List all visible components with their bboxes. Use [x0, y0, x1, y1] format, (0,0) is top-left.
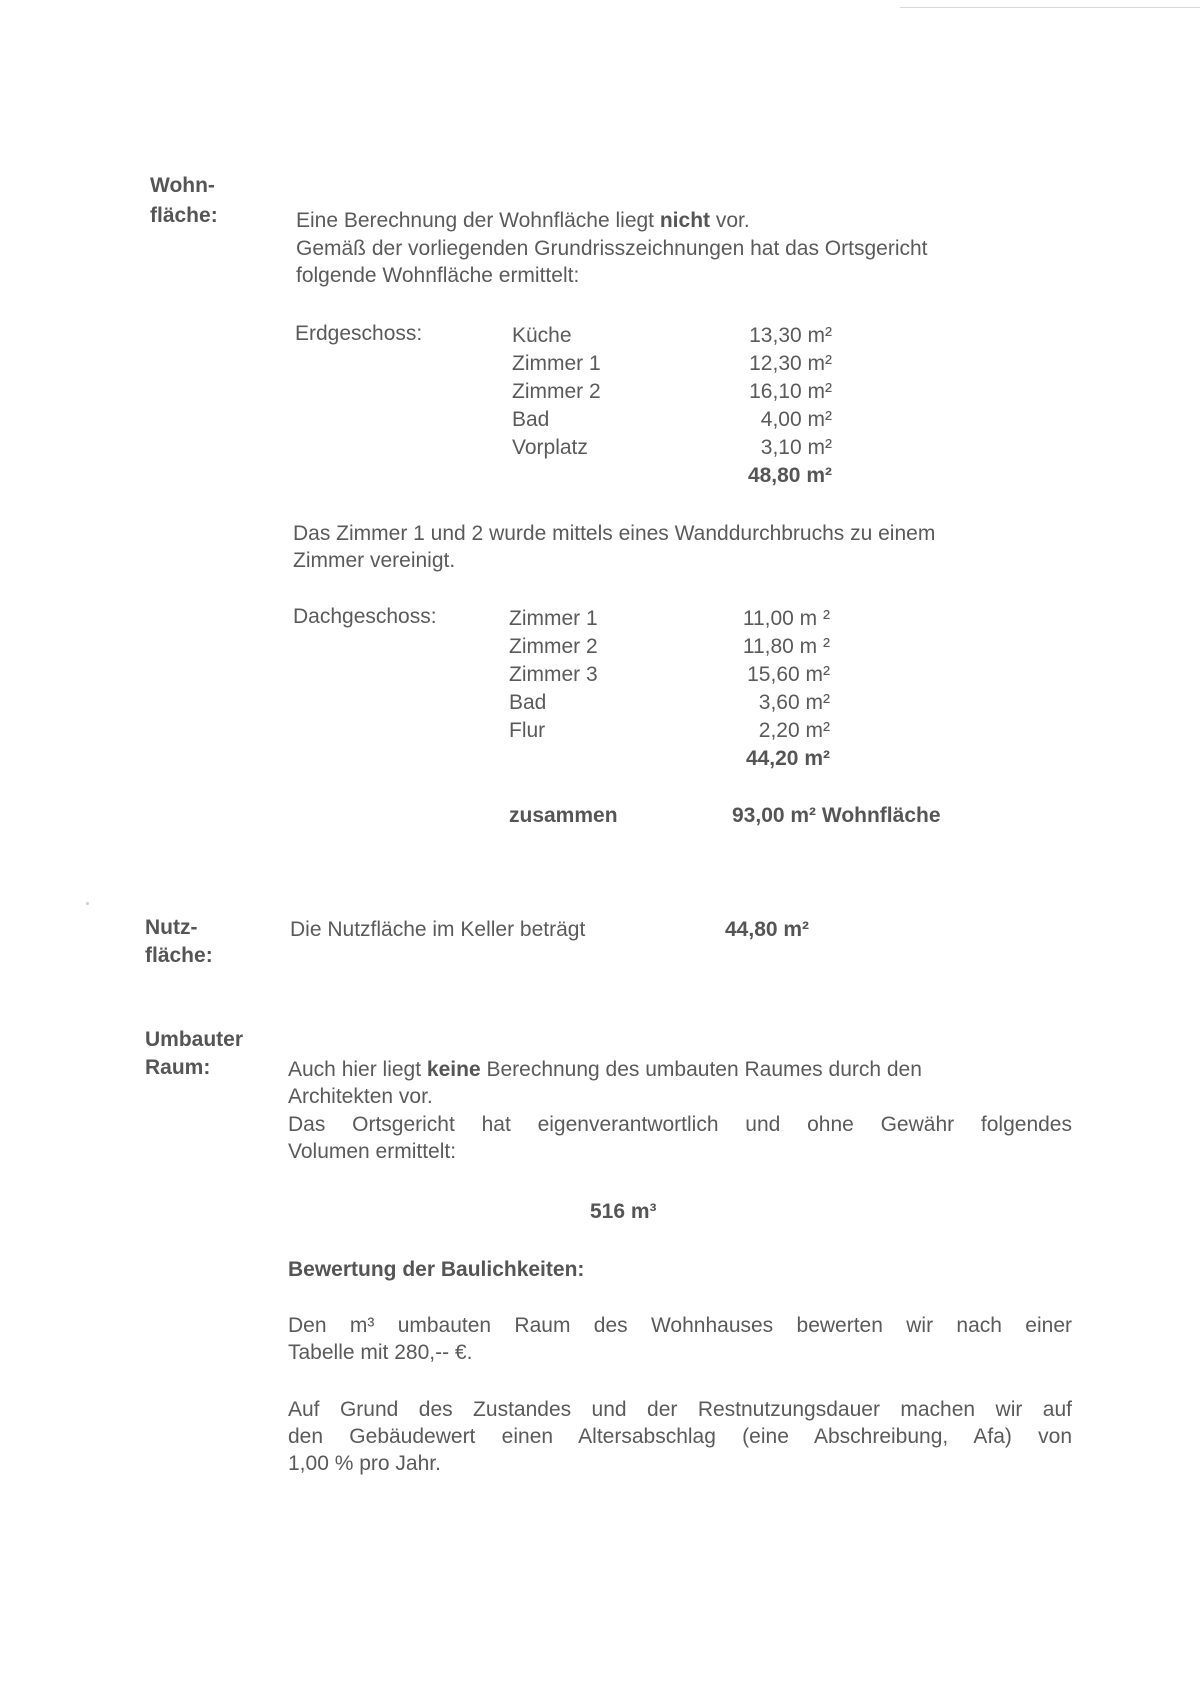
erdgeschoss-total: 48,80 m² [747, 464, 832, 487]
section-label-nutz: Nutz- [145, 916, 198, 939]
note-line1: Das Zimmer 1 und 2 wurde mittels eines Wanddurchbruchs zu einem [293, 522, 936, 545]
section-label-umbauter: Umbauter [145, 1028, 244, 1051]
wohnflaeche-line3: folgende Wohnfläche ermittelt: [296, 264, 580, 287]
intro-text-end: vor. [710, 209, 750, 232]
intro-bold: nicht [659, 209, 711, 232]
room-name: Zimmer 3 [509, 663, 598, 686]
umbauter-line1 [288, 1056, 922, 1083]
room-area: 3,60 m² [758, 691, 830, 714]
dachgeschoss-label: Dachgeschoss: [293, 605, 437, 628]
room-area: 3,10 m² [760, 436, 832, 459]
room-name: Bad [512, 408, 550, 431]
intro-text: Eine Berechnung der Wohnfläche liegt [296, 209, 660, 232]
section-label-raum: Raum: [145, 1056, 211, 1079]
bewertung-p2-line1: Auf Grund des Zustandes und der Restnutzungsdauer machen wir auf [288, 1398, 1072, 1421]
sum-value: 93,00 m² Wohnfläche [732, 804, 941, 827]
umbauter-line3: Das Ortsgericht hat eigenverantwortlich und ohne Gewähr folgendes [288, 1113, 1072, 1136]
room-name: Bad [509, 691, 547, 714]
wohnflaeche-line2: Gemäß der vorliegenden Grundrisszeichnungen hat das Ortsgericht [296, 237, 928, 260]
scan-edge-line [900, 7, 1200, 8]
room-name: Zimmer 1 [509, 607, 598, 630]
room-area: 2,20 m² [758, 719, 830, 742]
section-label-wohn: Wohn- [150, 174, 215, 197]
bewertung-p2-line3: 1,00 % pro Jahr. [288, 1452, 441, 1475]
room-area: 15,60 m² [747, 663, 830, 686]
section-label-flaeche: fläche: [150, 204, 218, 227]
umbauter-text: Auch hier liegt [288, 1058, 427, 1081]
nutzflaeche-value: 44,80 m² [725, 918, 810, 941]
room-area: 11,80 m ² [742, 635, 830, 658]
room-name: Zimmer 2 [509, 635, 598, 658]
room-name: Flur [509, 719, 546, 742]
erdgeschoss-label: Erdgeschoss: [295, 322, 423, 345]
room-name: Zimmer 2 [512, 380, 601, 403]
dachgeschoss-total: 44,20 m² [745, 747, 830, 770]
room-area: 12,30 m² [749, 352, 832, 375]
room-name: Vorplatz [512, 436, 588, 459]
note-line2: Zimmer vereinigt. [293, 549, 456, 572]
nutzflaeche-text: Die Nutzfläche im Keller beträgt [290, 918, 586, 941]
wohnflaeche-intro [296, 207, 750, 234]
room-name: Zimmer 1 [512, 352, 601, 375]
umbauter-line4: Volumen ermittelt: [288, 1140, 457, 1163]
room-area: 13,30 m² [749, 324, 832, 347]
scan-speck [86, 902, 89, 905]
bewertung-p2-line2: den Gebäudewert einen Altersabschlag (eine Abschreibung, Afa) von [288, 1425, 1072, 1448]
umbauter-bold: keine [426, 1058, 481, 1081]
room-area: 16,10 m² [749, 380, 832, 403]
room-name: Küche [512, 324, 572, 347]
volume-value: 516 m³ [590, 1200, 657, 1223]
sum-label: zusammen [509, 804, 618, 827]
bewertung-heading: Bewertung der Baulichkeiten: [288, 1258, 585, 1281]
umbauter-line2: Architekten vor. [288, 1085, 433, 1108]
bewertung-p1-line2: Tabelle mit 280,-- €. [288, 1341, 473, 1364]
bewertung-p1-line1: Den m³ umbauten Raum des Wohnhauses bewerten wir nach einer [288, 1314, 1072, 1337]
room-area: 11,00 m ² [742, 607, 830, 630]
section-label-nutz-flaeche: fläche: [145, 944, 213, 967]
umbauter-text-end: Berechnung des umbauten Raumes durch den [480, 1058, 922, 1081]
room-area: 4,00 m² [760, 408, 832, 431]
